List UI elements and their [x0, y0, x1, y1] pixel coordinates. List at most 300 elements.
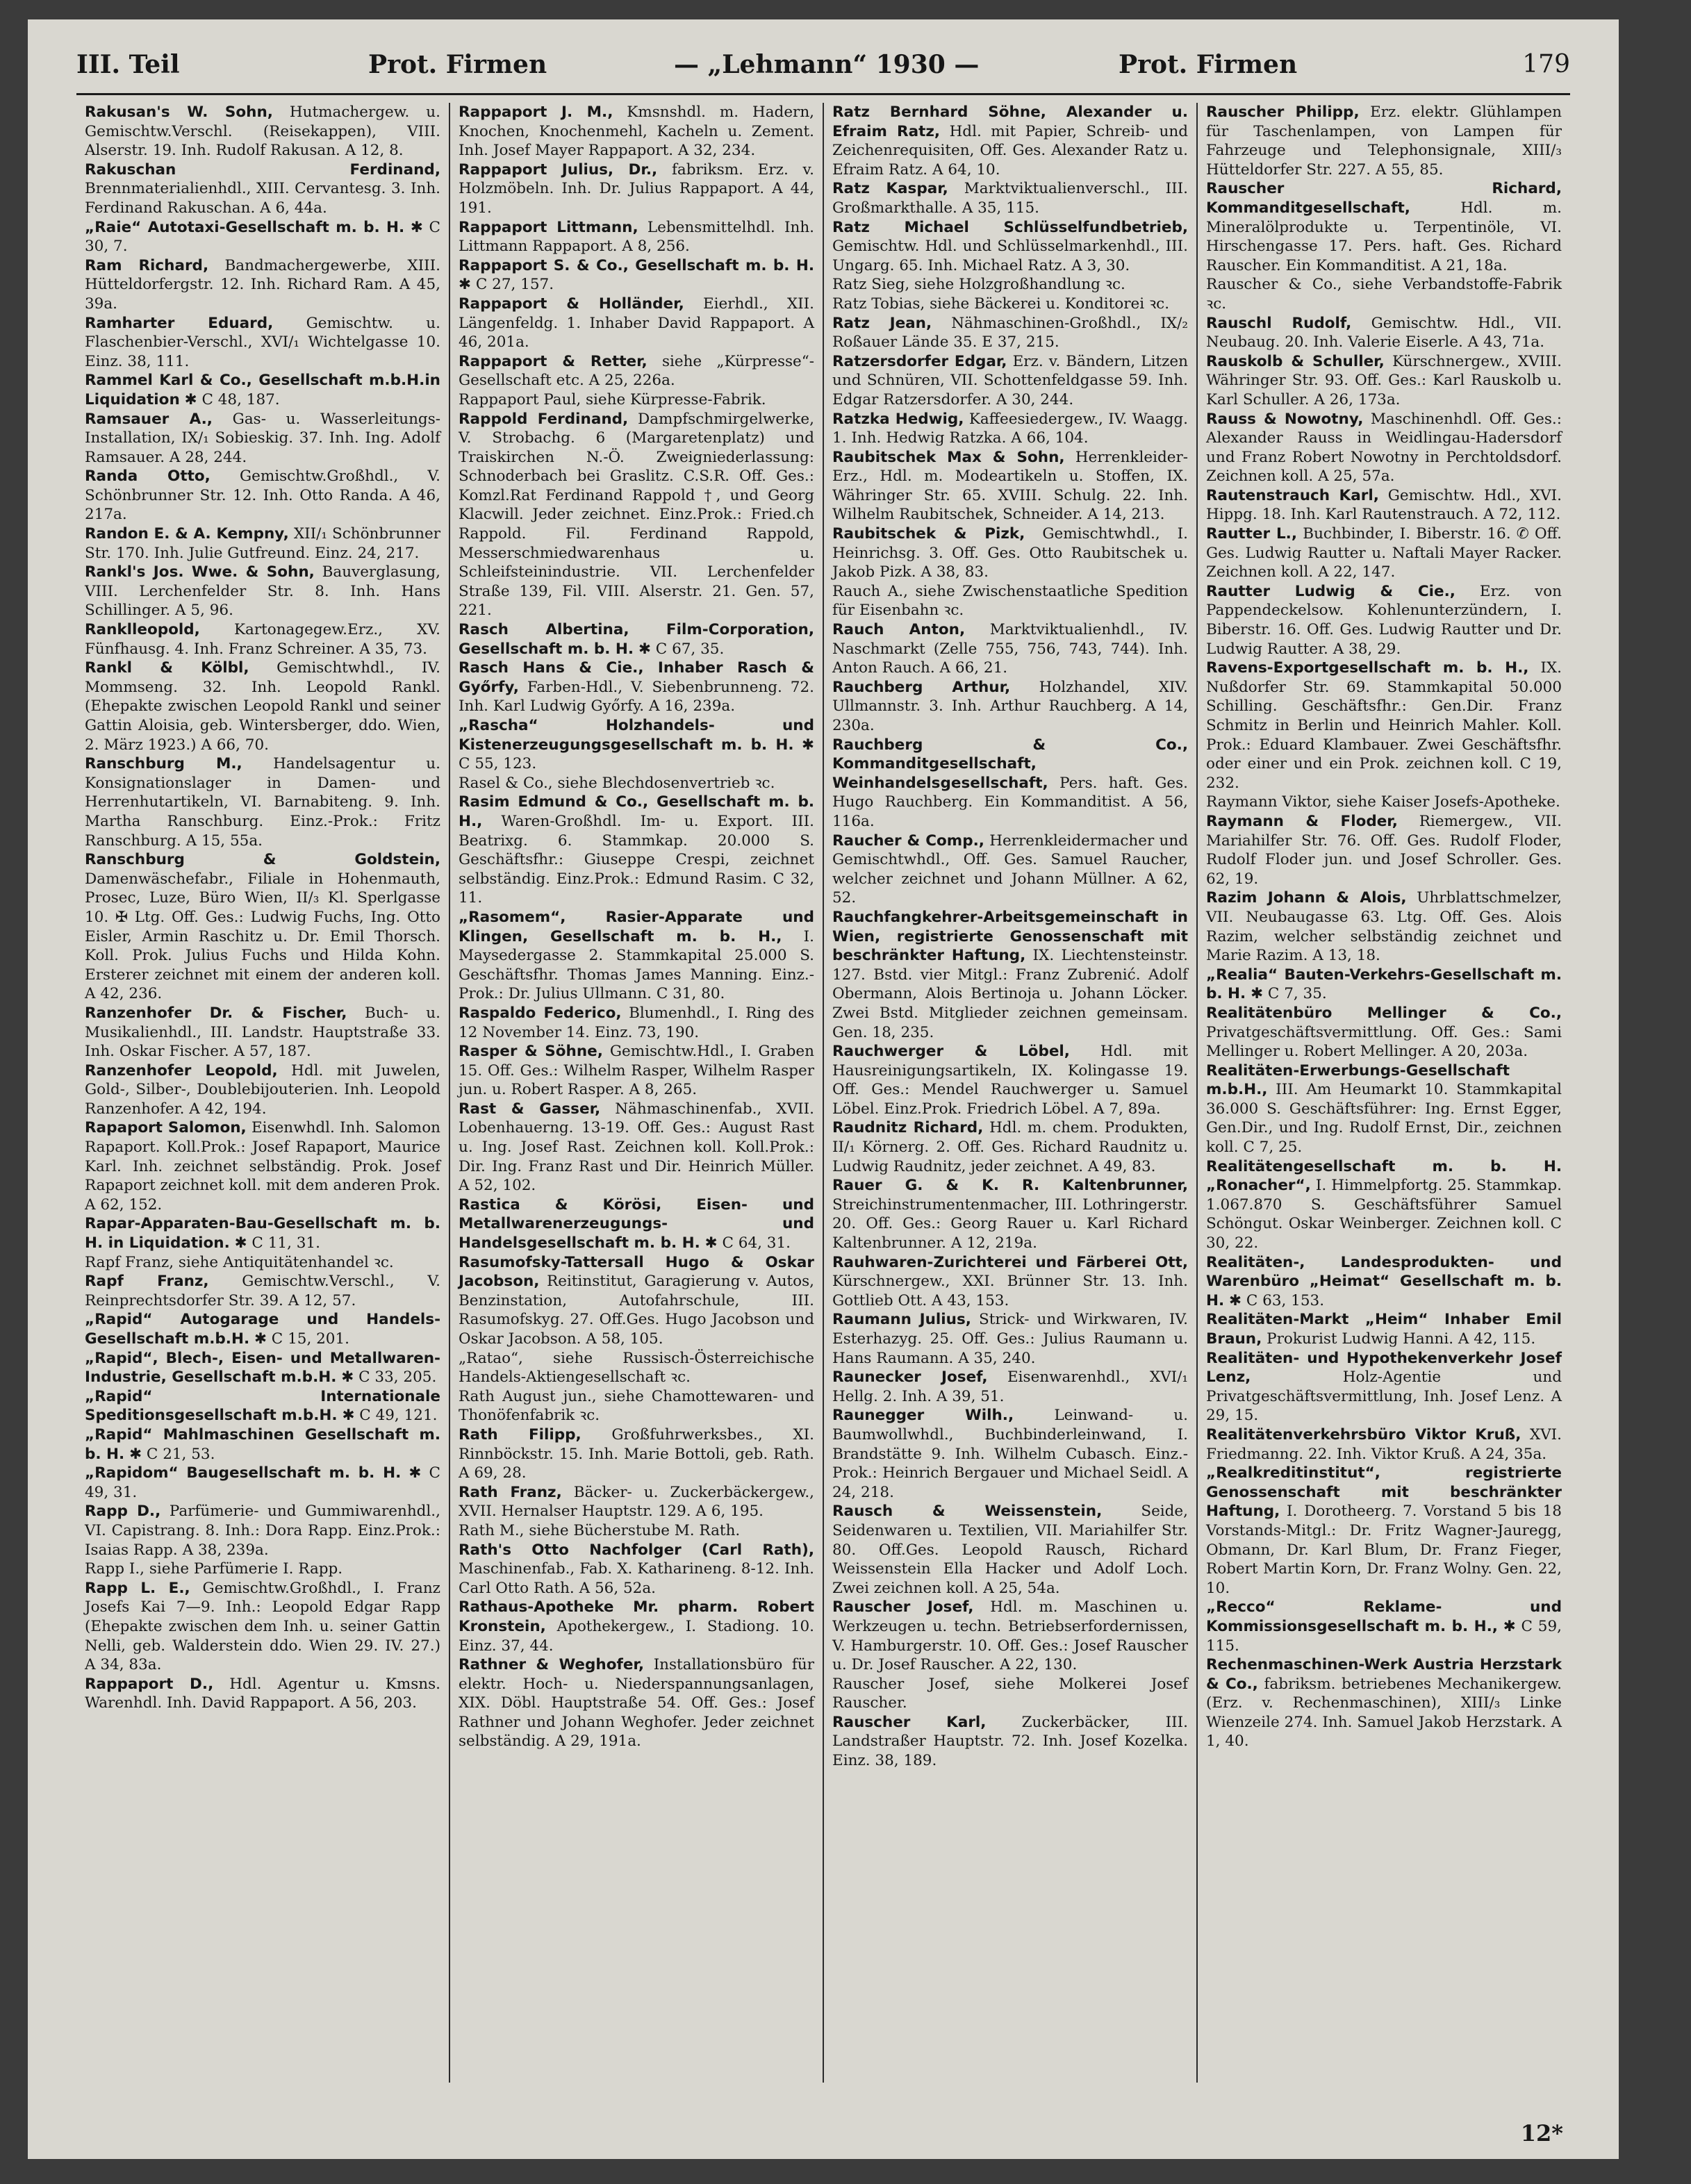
directory-entry: [832, 1598, 1188, 1674]
firm-name: Realitätenbüro Mellinger & Co.,: [1206, 1004, 1562, 1022]
directory-entry: [85, 256, 440, 314]
directory-entry: [1206, 582, 1562, 659]
firm-name: „Rapid“ Mahlmaschinen Gesellschaft m. b. H.: [85, 1425, 440, 1463]
firm-details: Hdl. m. Mineralölprodukte u. Terpentinöle, VI. Hirschengasse 17. Pers. haft. Ges. Richard Rauscher. Ein Kommanditist. A 21, 18a.: [1206, 199, 1562, 274]
directory-entry: [832, 1253, 1188, 1311]
firm-details: ✱ C 21, 53.: [129, 1445, 215, 1463]
directory-entry: [1206, 888, 1562, 965]
firm-name: Rauchwerger & Löbel,: [832, 1043, 1070, 1061]
firm-name: Rauer G. & K. R. Kaltenbrunner,: [832, 1177, 1188, 1195]
firm-name: Rauss & Nowotny,: [1206, 410, 1364, 428]
directory-entry: [1206, 179, 1562, 275]
firm-name: Rautenstrauch Karl,: [1206, 486, 1379, 504]
firm-name: Realitäten-Erwerbungs-Gesellschaft m.b.H.,: [1206, 1061, 1510, 1099]
directory-title: — „Lehmann“ 1930 —: [674, 50, 980, 79]
directory-entry: [1206, 1598, 1562, 1655]
firm-details: Rauscher & Co., siehe Verbandstoffe-Fabrik ꝛc.: [1206, 276, 1562, 313]
directory-entry: [459, 1541, 814, 1598]
firm-name: „Realkreditinstitut“, registrierte Genossenschaft mit beschränkter Haftung,: [1206, 1464, 1562, 1521]
firm-details: ✱ C 55, 123.: [459, 736, 815, 773]
firm-name: Rankl's Jos. Wwe. & Sohn,: [85, 563, 315, 581]
firm-name: Rath's Otto Nachfolger (Carl Rath),: [459, 1541, 814, 1559]
firm-details: ✱ C 7, 35.: [1251, 985, 1327, 1003]
firm-details: Gemischtw. Hdl., XVI. Hippg. 18. Inh. Karl Rautenstrauch. A 72, 112.: [1206, 486, 1562, 524]
firm-name: Rauchberg Arthur,: [832, 678, 1011, 696]
firm-name: Rathaus-Apotheke Mr. pharm. Robert Kronstein,: [459, 1598, 814, 1635]
firm-details: Riemergew., VII. Mariahilfer Str. 76. Off. Ges. Rudolf Floder, Rudolf Floder jun. und Josef Schroller. Ges. 62, 19.: [1206, 812, 1562, 888]
directory-entry: [1206, 966, 1562, 1004]
firm-details: Hdl. Agentur u. Kmsns. Warenhdl. Inh. David Rappaport. A 56, 203.: [85, 1675, 440, 1712]
firm-details: Gemischtw.Großhdl., V. Schönbrunner Str. 12. Inh. Otto Randa. A 46, 217a.: [85, 468, 440, 524]
firm-name: Rakusan's W. Sohn,: [85, 104, 273, 121]
firm-details: Installationsbüro für elektr. Hoch- u. Niederspannungsanlagen, XIX. Döbl. Hauptstraße 54. Off. Ges.: Josef Rathner und Johann Weghofer. Jeder zeichnet selbständig. A 29, 191a.: [459, 1656, 814, 1751]
firm-name: Realitätenverkehrsbüro Viktor Kruß,: [1206, 1425, 1521, 1443]
firm-details: ✱ C 27, 157.: [459, 276, 554, 294]
firm-name: Rakuschan Ferdinand,: [85, 160, 440, 179]
directory-entry: [459, 716, 814, 774]
directory-entry: [85, 1118, 440, 1214]
firm-name: „Rasomem“, Rasier-Apparate und Klingen, Gesellschaft m. b. H.,: [459, 908, 814, 945]
firm-name: Ratz Michael Schlüsselfundbetrieb,: [832, 218, 1188, 236]
firm-details: Lebensmittelhdl. Inh. Littmann Rappaport. A 8, 256.: [459, 218, 814, 256]
firm-name: Ratz Jean,: [832, 314, 932, 332]
firm-details: Parfümerie- und Gummiwarenhdl., VI. Capistrang. 8. Inh.: Dora Rapp. Einz.Prok.: Isaias Rapp. A 38, 239a.: [85, 1503, 440, 1559]
directory-entry: [459, 390, 814, 410]
directory-entry: [1206, 275, 1562, 313]
firm-name: Rappaport & Retter,: [459, 352, 647, 370]
directory-entry: [1206, 352, 1562, 410]
firm-details: Raymann Viktor, siehe Kaiser Josefs-Apotheke.: [1206, 793, 1560, 811]
firm-details: ✱ C 63, 153.: [1229, 1291, 1325, 1309]
firm-details: Gemischtw.Verschl., V. Reinprechtsdorfer Str. 39. A 12, 57.: [85, 1273, 440, 1309]
firm-details: Erz. von Pappendeckelsow. Kohlenunterzündern, I. Biberstr. 16. Off. Ges. Ludwig Rautter und Dr. Ludwig Rautter. A 38, 29.: [1206, 582, 1562, 658]
firm-name: Rauch Anton,: [832, 621, 966, 639]
firm-name: Rappaport J. M.,: [459, 104, 613, 121]
directory-entry: [832, 736, 1188, 832]
entry-columns: [76, 103, 1570, 2083]
directory-entry: [1206, 103, 1562, 179]
firm-details: Maschinenfab., Fab. X. Katharineng. 8-12. Inh. Carl Otto Rath. A 56, 52a.: [459, 1560, 814, 1597]
column-4: [1198, 103, 1570, 2083]
firm-details: Ratz Sieg, siehe Holzgroßhandlung ꝛc.: [832, 276, 1125, 294]
directory-entry: [85, 1502, 440, 1560]
firm-name: Raunecker Josef,: [832, 1368, 988, 1387]
firm-details: Rauscher Josef, siehe Molkerei Josef Rauscher.: [832, 1675, 1188, 1712]
firm-name: Ranschburg M.,: [85, 755, 242, 773]
firm-details: Rapp I., siehe Parfümerie I. Rapp.: [85, 1560, 343, 1578]
firm-name: Rappaport & Holländer,: [459, 295, 684, 313]
firm-details: Gemischtw. Hdl. und Schlüsselmarkenhdl., III. Ungarg. 65. Inh. Michael Ratz. A 3, 30.: [832, 238, 1188, 274]
firm-details: Streichinstrumentenmacher, III. Lothringerstr. 20. Off. Ges.: Georg Rauer u. Karl Richard Kaltenbrunner. A 12, 219a.: [832, 1196, 1188, 1252]
firm-name: Rauscher Karl,: [832, 1713, 987, 1731]
firm-name: Raubitschek & Pizk,: [832, 525, 1025, 543]
directory-entry: [1206, 659, 1562, 793]
directory-entry: [1206, 1310, 1562, 1348]
firm-name: Rath Franz,: [459, 1483, 562, 1501]
directory-entry: [1206, 812, 1562, 888]
directory-entry: [85, 620, 440, 659]
firm-details: I. Dorotheerg. 7. Vorstand 5 bis 18 Vorstands-Mitgl.: Dr. Fritz Wagner-Jauregg, Obmann, Dr. Karl Blum, Dr. Franz Fieger, Robert Martin Korn, Dr. Franz Wolny. Gen. 22, 10.: [1206, 1503, 1562, 1597]
directory-entry: [1206, 1349, 1562, 1425]
page-header: [76, 40, 1570, 90]
firm-name: Randa Otto,: [85, 468, 211, 486]
directory-entry: [459, 160, 814, 218]
firm-details: Damenwäschefabr., Filiale in Hohenmauth, Prosec, Luze, Büro Wien, II/₃ Kl. Sperlgasse 10. ✠ Ltg. Off. Ges.: Ludwig Fuchs, Ing. Otto Eisler, Armin Raschitz u. Dr. Emil Thorsch. Koll. Prok. Julius Fuchs und Hilda Kohn. Ersterer zeichnet mit einem der anderen koll. A 42, 236.: [85, 870, 440, 1003]
directory-entry: [85, 1425, 440, 1464]
column-1: [76, 103, 450, 2083]
directory-entry: [85, 160, 440, 218]
firm-details: Herrenkleider-Erz., Hdl. m. Modeartikeln u. Stoffen, IX. Währinger Str. 65. XVIII. Schulg. 22. Inh. Wilhelm Raubitschek, Schneider. A 14, 213.: [832, 448, 1188, 524]
firm-details: Hdl. m. chem. Produkten, II/₁ Körnerg. 2. Off. Ges. Richard Raudnitz u. Ludwig Raudnitz, jeder zeichnet. A 49, 83.: [832, 1119, 1188, 1175]
directory-entry: [832, 832, 1188, 908]
firm-name: Rammel Karl & Co., Gesellschaft m.b.H.in Liquidation: [85, 372, 440, 408]
directory-entry: [459, 256, 814, 295]
directory-entry: [832, 582, 1188, 620]
firm-name: Ratz Kaspar,: [832, 180, 948, 198]
firm-details: Gemischtwhdl., I. Heinrichsg. 3. Off. Ges. Otto Raubitschek u. Jakob Pizk. A 38, 83.: [832, 525, 1189, 581]
directory-entry: [832, 1042, 1188, 1118]
firm-details: Großfuhrwerksbes., XI. Rinnböckstr. 15. Inh. Marie Bottoli, geb. Rath. A 69, 28.: [459, 1425, 814, 1482]
firm-details: Gas- u. Wasserleitungs-Installation, IX/₁ Sobieskig. 37. Inh. Ing. Adolf Ramsauer. A 28, 244.: [85, 410, 440, 466]
firm-details: Gemischtw. u. Flaschenbier-Verschl., XVI/₁ Wichtelgasse 10. Einz. 38, 111.: [85, 314, 440, 370]
directory-entry: [85, 1675, 440, 1713]
firm-name: Raumann Julius,: [832, 1311, 971, 1329]
directory-entry: [85, 754, 440, 850]
directory-entry: [85, 371, 440, 409]
directory-entry: [459, 1387, 814, 1425]
firm-name: Rapp L. E.,: [85, 1579, 190, 1597]
firm-details: Erz. v. Bändern, Litzen und Schnüren, VII. Schottenfeldgasse 59. Inh. Edgar Ratzersdorfer. A 30, 244.: [832, 352, 1188, 408]
firm-details: Marktviktualienverschl., III. Großmarkthalle. A 35, 115.: [832, 180, 1188, 217]
firm-details: Bäcker- u. Zuckerbäckergew., XVII. Hernalser Hauptstr. 129. A 6, 195.: [459, 1483, 814, 1521]
firm-details: Eierhdl., XII. Längenfeldg. 1. Inhaber David Rappaport. A 46, 201a.: [459, 295, 815, 351]
directory-entry: [459, 908, 814, 1004]
firm-name: Ranklleopold,: [85, 621, 200, 639]
directory-entry: [832, 620, 1188, 678]
firm-details: ✱ C 11, 31.: [234, 1234, 320, 1252]
firm-details: ✱ C 49, 31.: [85, 1464, 440, 1501]
directory-entry: [85, 218, 440, 256]
directory-entry: [832, 448, 1188, 524]
directory-entry: [1206, 524, 1562, 582]
firm-name: Ratzersdorfer Edgar,: [832, 352, 1007, 370]
firm-details: ✱ C 49, 121.: [342, 1407, 438, 1425]
firm-details: Reitinstitut, Garagierung v. Autos, Benzinstation, Autofahrschule, III. Rasumofskyg. 27. Off.Ges. Hugo Jacobson und Oskar Jacobson. A 58, 105.: [459, 1273, 814, 1348]
firm-details: Erz. elektr. Glühlampen für Taschenlampen, von Lampen für Fahrzeuge und Telephonsignale, XIII/₃ Hütteldorfer Str. 227. A 55, 85.: [1206, 104, 1562, 179]
firm-details: Hdl. mit Papier, Schreib- und Zeichenrequisiten, Off. Ges. Alexander Ratz u. Efraim Ratz. A 64, 10.: [832, 122, 1188, 179]
firm-name: Raubitschek Max & Sohn,: [832, 448, 1065, 466]
header-rule: [76, 93, 1570, 95]
firm-details: Marktviktualienhdl., IV. Naschmarkt (Zelle 755, 756, 743, 744). Inh. Anton Rauch. A 66, 21.: [832, 621, 1189, 677]
firm-name: „Rapid“ Internationale Speditionsgesellschaft m.b.H.: [85, 1387, 440, 1425]
firm-details: Eisenwhdl. Inh. Salomon Rapaport. Koll.Prok.: Josef Rapaport, Maurice Karl. Inh. zeichnet selbständig. Prok. Josef Rapaport zeichnet koll. mit dem anderen Prok. A 62, 152.: [85, 1119, 440, 1214]
directory-entry: [1206, 1464, 1562, 1598]
firm-name: Rasper & Söhne,: [459, 1043, 603, 1061]
column-2: [450, 103, 824, 2083]
directory-entry: [1206, 1157, 1562, 1253]
firm-details: „Ratao“, siehe Russisch-Österreichische Handels-Aktiengesellschaft ꝛc.: [459, 1349, 814, 1387]
directory-entry: [459, 1196, 814, 1253]
firm-name: Rauschl Rudolf,: [1206, 314, 1352, 332]
firm-details: Gemischtwhdl., IV. Mommseng. 32. Inh. Leopold Rankl. (Ehepakte zwischen Leopold Rankl und seiner Gattin Aloisia, geb. Wintersberger, ddo. Wien, 2. März 1923.) A 66, 70.: [85, 659, 440, 754]
firm-name: Rappaport D.,: [85, 1675, 214, 1693]
firm-name: Realitäten-Markt „Heim“ Inhaber Emil Braun,: [1206, 1311, 1562, 1348]
firm-details: XVI. Friedmanng. 22. Inh. Viktor Kruß. A 24, 35a.: [1206, 1425, 1562, 1463]
firm-name: Ranschburg & Goldstein,: [85, 851, 440, 869]
firm-name: Rauskolb & Schuller,: [1206, 352, 1385, 370]
firm-details: Zuckerbäcker, III. Landstraßer Hauptstr. 72. Inh. Josef Kozelka. Einz. 38, 189.: [832, 1713, 1188, 1770]
firm-details: IX. Nußdorfer Str. 69. Stammkapital 50.000 Schilling. Geschäftsfhr.: Gen.Dir. Franz Schmitz in Berlin und Heinrich Mahler. Koll. Prok.: Eduard Klambauer. Zwei Geschäftsfhr. oder einer und ein Prok. zeichnen koll. C 19, 232.: [1206, 659, 1562, 792]
firm-details: Privatgeschäftsvermittlung. Off. Ges.: Sami Mellinger u. Robert Mellinger. A 20, 203a.: [1206, 1023, 1562, 1061]
firm-name: Rasim Edmund & Co., Gesellschaft m. b. H.,: [459, 793, 814, 830]
firm-details: Waren-Großhdl. Im- u. Export. III. Beatrixg. 6. Stammkap. 20.000 S. Geschäftsfhr.: Giuseppe Crespi, zeichnet selbständig. Einz.Prok.: Edmund Rasim. C 32, 11.: [459, 812, 814, 907]
firm-name: Rasch Albertina, Film-Corporation, Gesellschaft m. b. H.: [459, 621, 814, 658]
directory-entry: [85, 1214, 440, 1252]
firm-name: „Recco“ Reklame- und Kommissionsgesellschaft m. b. H.,: [1206, 1598, 1562, 1635]
firm-name: Ramsauer A.,: [85, 410, 213, 428]
firm-name: „Raie“ Autotaxi-Gesellschaft m. b. H.: [85, 218, 405, 236]
firm-details: Eisenwarenhdl., XVI/₁ Hellg. 2. Inh. A 39, 51.: [832, 1368, 1189, 1405]
firm-name: Rauscher Philipp,: [1206, 104, 1360, 121]
firm-details: Rauch A., siehe Zwischenstaatliche Spedition für Eisenbahn ꝛc.: [832, 582, 1188, 620]
firm-details: Buch- u. Musikalienhdl., III. Landstr. Hauptstraße 33. Inh. Oskar Fischer. A 57, 187.: [85, 1004, 440, 1061]
firm-details: Hutmachergew. u. Gemischtw.Verschl. (Reisekappen), VIII. Alserstr. 19. Inh. Rudolf Rakusan. A 12, 8.: [85, 104, 440, 160]
firm-details: Kürschnergew., XVIII. Währinger Str. 93. Off. Ges.: Karl Rauskolb u. Karl Schuller. A 26, 173a.: [1206, 352, 1562, 408]
firm-details: ✱ C 59, 115.: [1206, 1617, 1562, 1655]
firm-details: Gemischtw.Hdl., I. Graben 15. Off. Ges.: Wilhelm Rasper, Wilhelm Rasper jun. u. Robert Rasper. A 8, 265.: [459, 1043, 814, 1099]
directory-entry: [85, 1560, 440, 1579]
firm-name: Rauhwaren-Zurichterei und Färberei Ott,: [832, 1253, 1188, 1271]
firm-details: Bauverglasung, VIII. Lerchenfelder Str. 8. Inh. Hans Schillinger. A 5, 96.: [85, 563, 440, 620]
firm-name: Rapaport Salomon,: [85, 1119, 247, 1137]
directory-entry: [832, 908, 1188, 1042]
firm-details: fabriksm. betriebenes Mechanikergew. (Erz. v. Rechenmaschinen), XIII/₃ Linke Wienzeile 274. Inh. Samuel Jakob Herzstark. A 1, 40.: [1206, 1675, 1562, 1751]
firm-name: Ram Richard,: [85, 256, 209, 274]
directory-entry: [459, 620, 814, 659]
directory-entry: [1206, 1004, 1562, 1061]
firm-name: Rauchberg & Co., Kommanditgesellschaft, Weinhandelsgesellschaft,: [832, 736, 1188, 792]
directory-entry: [459, 1349, 814, 1387]
directory-entry: [832, 314, 1188, 352]
directory-entry: [832, 103, 1188, 179]
firm-details: ✱ C 33, 205.: [341, 1368, 437, 1387]
firm-details: Hdl. m. Maschinen u. Werkzeugen u. techn. Betriebserfordernissen, V. Hamburgerstr. 10. Off. Ges.: Josef Rauscher u. Dr. Josef Rauscher. A 22, 130.: [832, 1598, 1188, 1674]
directory-entry: [85, 1253, 440, 1273]
firm-name: Razim Johann & Alois,: [1206, 889, 1407, 907]
directory-entry: [832, 352, 1188, 410]
directory-entry: [459, 1253, 814, 1349]
firm-name: Ravens-Exportgesellschaft m. b. H.,: [1206, 659, 1529, 677]
firm-details: Rapf Franz, siehe Antiquitätenhandel ꝛc.: [85, 1253, 394, 1271]
firm-name: Randon E. & A. Kempny,: [85, 525, 289, 543]
firm-details: XII/₁ Schönbrunner Str. 170. Inh. Julie Gutfreund. Einz. 24, 217.: [85, 525, 440, 562]
firm-name: Rapar-Apparaten-Bau-Gesellschaft m. b. H. in Liquidation.: [85, 1215, 440, 1252]
firm-details: Apothekergew., I. Stadiong. 10. Einz. 37, 44.: [459, 1617, 814, 1655]
signature-mark: 12*: [1520, 2120, 1563, 2146]
firm-name: Raspaldo Federico,: [459, 1004, 622, 1022]
directory-entry: [459, 103, 814, 160]
directory-entry: [85, 1004, 440, 1061]
directory-entry: [459, 295, 814, 352]
directory-entry: [459, 1100, 814, 1196]
firm-name: Rauchfangkehrer-Arbeitsgemeinschaft in Wien, registrierte Genossenschaft mit beschränkter Haftung,: [832, 908, 1188, 965]
firm-name: Ratzka Hedwig,: [832, 410, 964, 428]
firm-name: Ramharter Eduard,: [85, 314, 274, 332]
firm-details: Kmsnshdl. m. Hadern, Knochen, Knochenmehl, Kacheln u. Zement. Inh. Josef Mayer Rappaport. A 32, 234.: [459, 104, 815, 160]
firm-details: IX. Liechtensteinstr. 127. Bstd. vier Mitgl.: Franz Zubrenić. Adolf Obermann, Alois Bertinoja u. Johann Löcker. Zwei Bstd. Mitglieder zeichnen gemeinsam. Gen. 18, 235.: [832, 947, 1188, 1041]
firm-details: Brennmaterialienhdl., XIII. Cervantesg. 3. Inh. Ferdinand Rakuschan. A 6, 44a.: [85, 180, 440, 217]
firm-details: ✱ C 64, 31.: [704, 1234, 791, 1252]
firm-details: Rath August jun., siehe Chamottewaren- und Thonöfenfabrik ꝛc.: [459, 1387, 814, 1425]
firm-details: siehe „Kürpresse“-Gesellschaft etc. A 25, 226a.: [459, 352, 815, 390]
directory-entry: [832, 1502, 1188, 1598]
firm-name: Raucher & Comp.,: [832, 832, 984, 850]
directory-entry: [85, 850, 440, 1004]
firm-details: Strick- und Wirkwaren, IV. Esterhazyg. 25. Off. Ges.: Julius Raumann u. Hans Raumann. A 35, 240.: [832, 1311, 1188, 1367]
directory-entry: [85, 467, 440, 524]
directory-entry: [832, 295, 1188, 314]
firm-name: Raymann & Floder,: [1206, 812, 1398, 830]
directory-entry: [85, 1310, 440, 1348]
firm-details: Farben-Hdl., V. Siebenbrunneng. 72. Inh. Karl Ludwig Győrfy. A 16, 239a.: [459, 678, 814, 715]
column-3: [824, 103, 1198, 2083]
firm-details: Pers. haft. Ges. Hugo Rauchberg. Ein Kommanditist. A 56, 116a.: [832, 774, 1188, 830]
firm-details: ✱ C 30, 7.: [85, 218, 440, 256]
directory-entry: [832, 179, 1188, 217]
firm-name: Rappaport Littmann,: [459, 218, 638, 236]
directory-entry: [832, 1713, 1188, 1771]
firm-details: Prokurist Ludwig Hanni. A 42, 115.: [1267, 1330, 1536, 1348]
directory-entry: [85, 314, 440, 372]
firm-details: Buchbinder, I. Biberstr. 16. ✆ Off. Ges. Ludwig Rautter u. Naftali Mayer Racker. Zeichnen koll. A 22, 147.: [1206, 525, 1562, 581]
directory-entry: [85, 410, 440, 468]
firm-details: Holz-Agentie und Privatgeschäftsvermittlung, Inh. Josef Lenz. A 29, 15.: [1206, 1368, 1562, 1425]
directory-entry: [1206, 1061, 1562, 1157]
firm-name: Rausch & Weissenstein,: [832, 1503, 1103, 1521]
directory-entry: [1206, 410, 1562, 486]
directory-entry: [832, 524, 1188, 582]
firm-details: Blumenhdl., I. Ring des 12 November 14. Einz. 73, 190.: [459, 1004, 814, 1041]
firm-details: ✱ C 15, 201.: [254, 1330, 349, 1348]
firm-name: Ranzenhofer Dr. & Fischer,: [85, 1004, 347, 1022]
firm-details: ✱ C 48, 187.: [184, 390, 280, 408]
directory-entry: [1206, 793, 1562, 812]
directory-entry: [1206, 314, 1562, 352]
directory-entry: [85, 524, 440, 563]
firm-name: Rauscher Josef,: [832, 1598, 974, 1616]
directory-entry: [459, 1521, 814, 1541]
firm-name: Rast & Gasser,: [459, 1100, 601, 1118]
firm-name: „Rascha“ Holzhandels- und Kistenerzeugungsgesellschaft m. b. H.: [459, 717, 814, 754]
directory-entry: [459, 410, 814, 621]
firm-details: Gemischtw.Großhdl., I. Franz Josefs Kai 7—9. Inh.: Leopold Edgar Rapp (Ehepakte zwischen dem Inh. u. seiner Gattin Nelli, geb. Walderstein ddo. Wien 29. IV. 27.) A 34, 83a.: [85, 1579, 440, 1674]
firm-details: I. Himmelpfortg. 25. Stammkap. 1.067.870 S. Geschäftsführer Samuel Schöngut. Oskar Weinberger. Zeichnen koll. C 30, 22.: [1206, 1177, 1562, 1252]
directory-entry: [832, 1118, 1188, 1176]
directory-entry: [459, 793, 814, 908]
directory-entry: [459, 352, 814, 390]
directory-entry: [1206, 1425, 1562, 1464]
firm-details: Rath M., siehe Bücherstube M. Rath.: [459, 1521, 741, 1539]
firm-name: „Rapidom“ Baugesellschaft m. b. H.: [85, 1464, 402, 1482]
directory-entry: [459, 218, 814, 256]
firm-details: Handelsagentur u. Konsignationslager in Damen- und Herrenhutartikeln, VI. Barnabiteng. 9. Inh. Martha Ranschburg. Einz.-Prok.: Fritz Ranschburg. A 15, 55a.: [85, 755, 440, 850]
firm-name: Rappaport S. & Co., Gesellschaft m. b. H.: [459, 256, 814, 274]
directory-entry: [459, 774, 814, 793]
firm-details: fabriksm. Erz. v. Holzmöbeln. Inh. Dr. Julius Rappaport. A 44, 191.: [459, 160, 814, 217]
directory-entry: [832, 1176, 1188, 1252]
directory-entry: [832, 1310, 1188, 1368]
directory-entry: [832, 1368, 1188, 1406]
directory-entry: [85, 103, 440, 160]
firm-details: Maschinenhdl. Off. Ges.: Alexander Rauss in Weidlingau-Hadersdorf und Franz Robert Nowotny in Perchtoldsdorf. Zeichnen koll. A 25, 57a.: [1206, 410, 1562, 486]
directory-entry: [459, 659, 814, 716]
directory-entry: [85, 1061, 440, 1119]
firm-details: Herrenkleidermacher und Gemischtwhdl., Off. Ges. Samuel Raucher, welcher zeichnet und Johann Müllner. A 62, 52.: [832, 832, 1188, 907]
firm-details: Holzhandel, XIV. Ullmannstr. 3. Inh. Arthur Rauchberg. A 14, 230a.: [832, 678, 1188, 734]
firm-name: Rautter L.,: [1206, 525, 1298, 543]
firm-name: Rasumofsky-Tattersall Hugo & Oskar Jacobson,: [459, 1253, 814, 1291]
firm-details: Hdl. mit Juwelen, Gold-, Silber-, Doublebijouterien. Inh. Leopold Ranzenhofer. A 42, 194.: [85, 1061, 440, 1118]
directory-entry: [1206, 1655, 1562, 1751]
directory-entry: [832, 275, 1188, 295]
firm-name: Rautter Ludwig & Cie.,: [1206, 582, 1455, 600]
firm-details: Rappaport Paul, siehe Kürpresse-Fabrik.: [459, 390, 766, 408]
firm-details: Rasel & Co., siehe Blechdosenvertrieb ꝛc.: [459, 774, 775, 792]
firm-details: Gemischtw. Hdl., VII. Neubaug. 20. Inh. Valerie Eiserle. A 43, 71a.: [1206, 314, 1562, 351]
directory-entry: [459, 1425, 814, 1483]
firm-details: Nähmaschinenfab., XVII. Lobenhauerng. 13-19. Off. Ges.: August Rast u. Ing. Josef Rast. Zeichnen koll. Koll.Prok.: Dir. Ing. Franz Rast und Dir. Heinrich Müller. A 52, 102.: [459, 1100, 814, 1195]
firm-details: Kürschnergew., XXI. Brünner Str. 13. Inh. Gottlieb Ott. A 43, 153.: [832, 1273, 1188, 1309]
section-title-right: Prot. Firmen: [1119, 50, 1298, 79]
firm-name: Rankl & Kölbl,: [85, 659, 249, 677]
firm-details: Hdl. mit Hausreinigungsartikeln, IX. Kolingasse 19. Off. Ges.: Mendel Rauchwerger u. Samuel Löbel. Einz.Prok. Friedrich Löbel. A 7, 89a.: [832, 1043, 1188, 1118]
directory-entry: [85, 1349, 440, 1387]
part-label: III. Teil: [76, 50, 180, 79]
firm-name: Raunegger Wilh.,: [832, 1407, 1014, 1425]
firm-details: Seide, Seidenwaren u. Textilien, VII. Mariahilfer Str. 80. Off.Ges. Leopold Rausch, Richard Weissenstein Ella Hacker und Adolf Loch. Zwei zeichnen koll. A 25, 54a.: [832, 1503, 1188, 1597]
firm-details: Bandmachergewerbe, XIII. Hütteldorfergstr. 12. Inh. Richard Ram. A 45, 39a.: [85, 256, 440, 313]
directory-entry: [85, 1272, 440, 1310]
directory-entry: [832, 218, 1188, 276]
directory-entry: [85, 1464, 440, 1502]
directory-entry: [85, 659, 440, 754]
directory-entry: [832, 1406, 1188, 1502]
firm-details: Kartonagegew.Erz., XV. Fünfhausg. 4. Inh. Franz Schreiner. A 35, 73.: [85, 621, 440, 658]
firm-name: Ratz Bernhard Söhne, Alexander u. Efraim Ratz,: [832, 104, 1188, 140]
firm-details: Dampfschmirgelwerke, V. Strobachg. 6 (Margaretenplatz) und Traiskirchen N.-Ö. Zweigniederlassung: Schnoderbach bei Graslitz. C.S.R. Off. Ges.: Komzl.Rat Ferdinand Rappold †, und Georg Klacwill. Jeder zeichnet. Einz.Prok.: Fried.ch Rappold. Fil. Ferdinand Rappold, Messerschmiedwarenhaus u. Schleifsteinindustrie. VII. Lerchenfelder Straße 139, Fil. VIII. Alserstr. 21. Gen. 57, 221.: [459, 410, 814, 620]
firm-name: Rath Filipp,: [459, 1425, 581, 1443]
directory-entry: [85, 563, 440, 620]
directory-entry: [459, 1655, 814, 1751]
directory-entry: [459, 1483, 814, 1521]
firm-details: Nähmaschinen-Großhdl., IX/₂ Roßauer Lände 35. E 37, 215.: [832, 314, 1188, 351]
directory-entry: [1206, 1253, 1562, 1311]
firm-name: Realitäten- und Hypothekenverkehr Josef Lenz,: [1206, 1349, 1562, 1387]
firm-name: Raudnitz Richard,: [832, 1119, 984, 1137]
firm-details: Kaffeesiedergew., IV. Waagg. 1. Inh. Hedwig Ratzka. A 66, 104.: [832, 410, 1188, 447]
firm-name: Rapp D.,: [85, 1503, 161, 1521]
page-number: 179: [1522, 50, 1570, 78]
firm-name: Realitäten-, Landesprodukten- und Warenbüro „Heimat“ Gesellschaft m. b. H.: [1206, 1253, 1562, 1309]
firm-name: Ranzenhofer Leopold,: [85, 1061, 278, 1079]
directory-entry: [832, 678, 1188, 736]
firm-name: „Realia“ Bauten-Verkehrs-Gesellschaft m. b. H.: [1206, 966, 1562, 1003]
firm-name: „Rapid“, Blech-, Eisen- und Metallwaren-Industrie, Gesellschaft m.b.H.: [85, 1349, 440, 1387]
firm-name: Rasch Hans & Cie., Inhaber Rasch & Győrfy,: [459, 659, 814, 696]
directory-entry: [1206, 486, 1562, 524]
directory-entry: [832, 410, 1188, 448]
firm-name: Realitätengesellschaft m. b. H. „Ronacher“,: [1206, 1157, 1562, 1195]
